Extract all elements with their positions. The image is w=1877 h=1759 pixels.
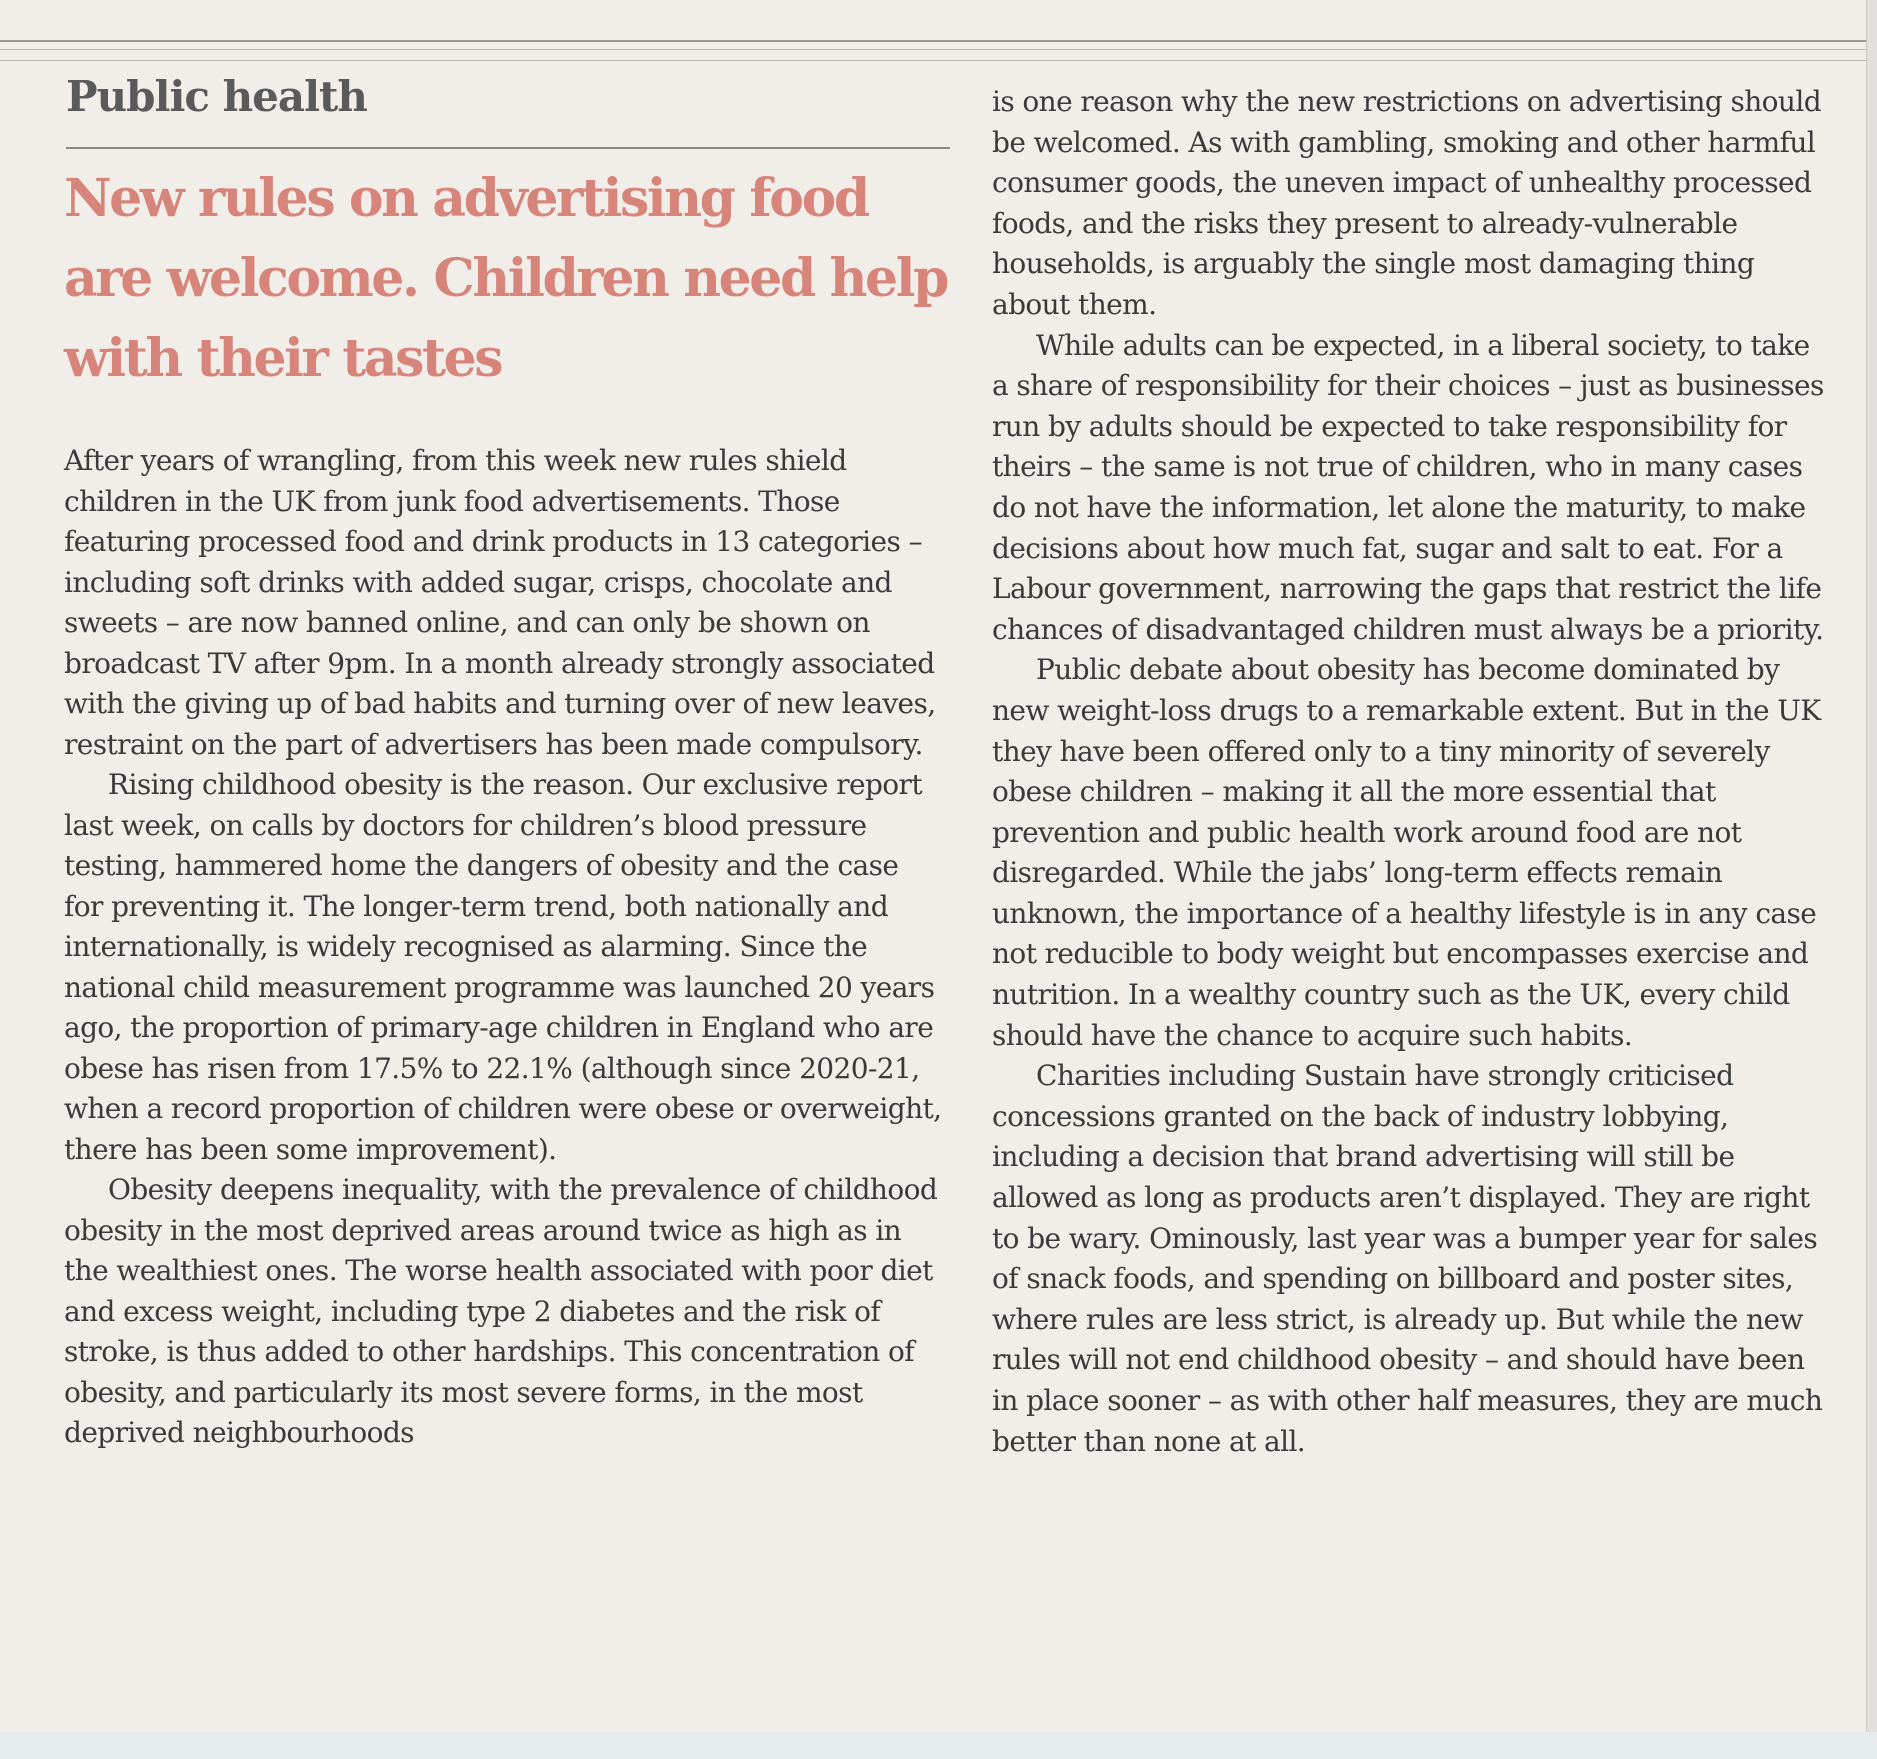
article-column-right	[992, 82, 1832, 1462]
article-column-left	[60, 72, 950, 1454]
body-text-left	[64, 441, 944, 1454]
paragraph: After years of wrangling, from this week new rules shield children in the UK from junk food advertisements. Those featuring processed food and drink products in 13 categories – including soft drinks with added sugar, crisps, chocolate and sweets – are now banned online, and can only be shown on broadcast TV after 9pm. In a month already strongly associated with the giving up of bad habits and turning over of new leaves, restraint on the part of advertisers has been made compulsory.	[64, 444, 936, 761]
headline-divider	[66, 147, 950, 149]
paragraph: Rising childhood obesity is the reason. Our exclusive report last week, on calls by doctors for children’s blood pressure testing, hammered home the dangers of obesity and the case for preventing it. The longer-term trend, both nationally and internationally, is widely recognised as alarming. Since the national child measurement programme was launched 20 years ago, the proportion of primary-age children in England who are obese has risen from 17.5% to 22.1% (although since 2020-21, when a record proportion of children were obese or overweight, there has been some improvement).	[64, 768, 942, 1166]
paragraph: is one reason why the new restrictions on advertising should be welcomed. As with gambling, smoking and other harmful consumer goods, the uneven impact of unhealthy processed foods, and the risks they present to already-vulnerable households, is arguably the single most damaging thing about them.	[992, 85, 1822, 321]
section-label: Public health	[66, 72, 367, 121]
paragraph: While adults can be expected, in a liberal society, to take a share of responsibility for their choices – just as businesses run by adults should be expected to take responsibility for theirs – the same is not true of children, who in many cases do not have the information, let alone the maturity, to make decisions about how much fat, sugar and salt to eat. For a Labour government, narrowing the gaps that restrict the life chances of disadvantaged children must always be a priority.	[992, 328, 1824, 646]
paragraph: Charities including Sustain have strongly criticised concessions granted on the back of industry lobbying, including a decision that brand advertising will still be allowed as long as products aren’t displayed. They are right to be wary. Ominously, last year was a bumper year for sales of snack foods, and spending on billboard and poster sites, where rules are less strict, is already up. But while the new rules will not end childhood obesity – and should have been in place sooner – as with other half measures, they are much better than none at all.	[992, 1059, 1823, 1458]
paragraph: Obesity deepens inequality, with the prevalence of childhood obesity in the most deprived areas around twice as high as in the wealthiest ones. The worse health associated with poor diet and excess weight, including type 2 diabetes and the risk of stroke, is thus added to other hardships. This concentration of obesity, and particularly its most severe forms, in the most deprived neighbourhoods	[64, 1173, 938, 1449]
top-border-rules	[0, 40, 1877, 61]
headline: New rules on advertising food are welcome. Children need help with their tastes	[64, 168, 948, 389]
paragraph: Public debate about obesity has become dominated by new weight-loss drugs to a remarkable extent. But in the UK they have been offered only to a tiny minority of severely obese children – making it all the more essential that prevention and public health work around food are not disregarded. While the jabs’ long-term effects remain unknown, the importance of a healthy lifestyle is in any case not reducible to body weight but encompasses exercise and nutrition. In a wealthy country such as the UK, every child should have the chance to acquire such habits.	[992, 653, 1821, 1052]
scan-bottom-edge	[0, 1732, 1877, 1759]
paper-edge	[1866, 0, 1877, 1759]
